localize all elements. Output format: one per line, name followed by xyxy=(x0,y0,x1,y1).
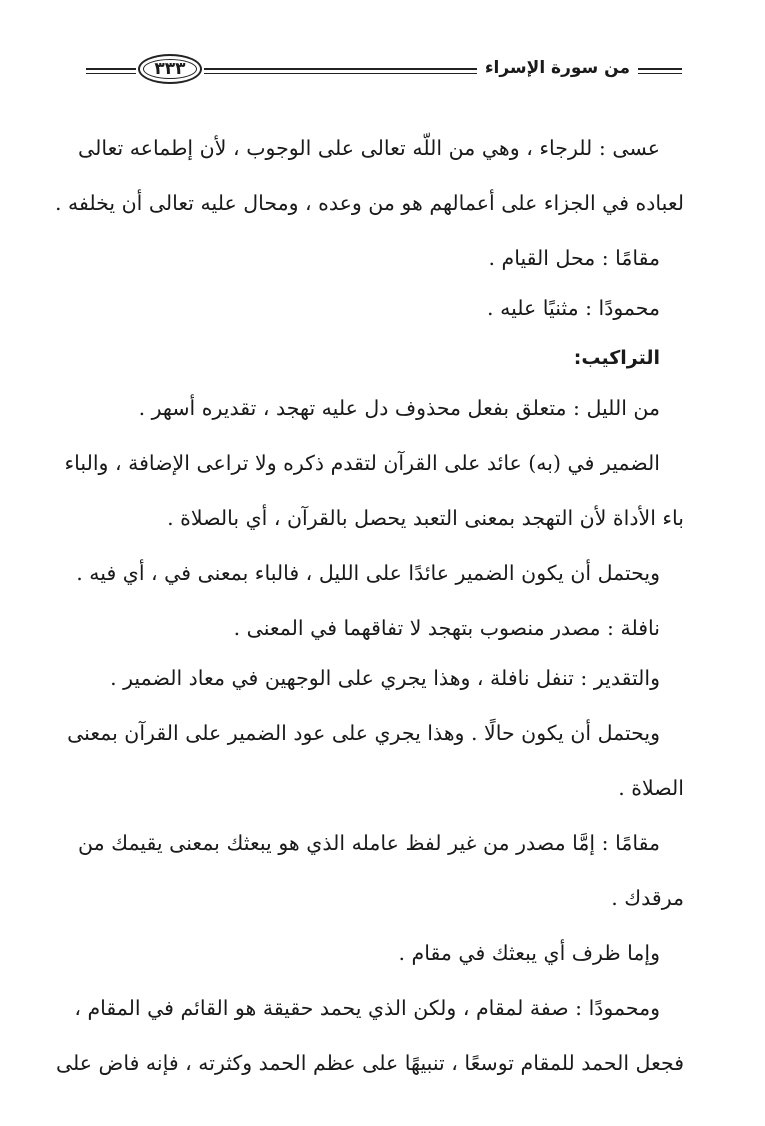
text-line: فجعل الحمد للمقام توسعًا ، تنبيهًا على عظم الحمد وكثرته ، فإنه فاض على xyxy=(55,1051,684,1075)
text-line: وإما ظرف أي يبعثك في مقام . xyxy=(398,941,660,965)
text-line: مقامًا : إمَّا مصدر من غير لفظ عامله الذي هو يبعثك بمعنى يقيمك من xyxy=(78,831,660,855)
text-line: محمودًا : مثنيًا عليه . xyxy=(487,296,660,320)
text-line: من الليل : متعلق بفعل محذوف دل عليه تهجد ، تقديره أسهر . xyxy=(138,396,660,420)
surah-title: من سورة الإسراء xyxy=(477,58,638,78)
text-line: باء الأداة لأن التهجد بمعنى التعبد يحصل بالقرآن ، أي بالصلاة . xyxy=(167,506,684,530)
header-rule-right xyxy=(636,68,682,74)
text-line: والتقدير : تنفل نافلة ، وهذا يجري على الوجهين في معاد الضمير . xyxy=(110,666,660,690)
page-header xyxy=(86,52,682,96)
text-line: ويحتمل أن يكون الضمير عائدًا على الليل ، فالباء بمعنى في ، أي فيه . xyxy=(76,561,660,585)
text-line: الضمير في (به) عائد على القرآن لتقدم ذكره ولا تراعى الإضافة ، والباء xyxy=(64,451,660,475)
header-rule-left xyxy=(86,68,136,74)
text-line: نافلة : مصدر منصوب بتهجد لا تفاقهما في المعنى . xyxy=(233,616,660,640)
text-line: عسى : للرجاء ، وهي من اللّه تعالى على الوجوب ، لأن إطماعه تعالى xyxy=(78,136,660,160)
text-line: مرقدك . xyxy=(611,886,684,910)
text-line: مقامًا : محل القيام . xyxy=(488,246,660,270)
page-body xyxy=(54,128,684,1098)
text-line: ويحتمل أن يكون حالًا . وهذا يجري على عود الضمير على القرآن بمعنى xyxy=(67,721,660,745)
text-line: ومحمودًا : صفة لمقام ، ولكن الذي يحمد حقيقة هو القائم في المقام ، xyxy=(74,996,660,1020)
text-line: الصلاة . xyxy=(618,776,684,800)
page-number-badge: ٣٣٣ xyxy=(138,54,202,84)
section-heading: التراكيب: xyxy=(573,347,660,369)
text-line: لعباده في الجزاء على أعمالهم هو من وعده ، ومحال عليه تعالى أن يخلفه . xyxy=(54,191,684,215)
